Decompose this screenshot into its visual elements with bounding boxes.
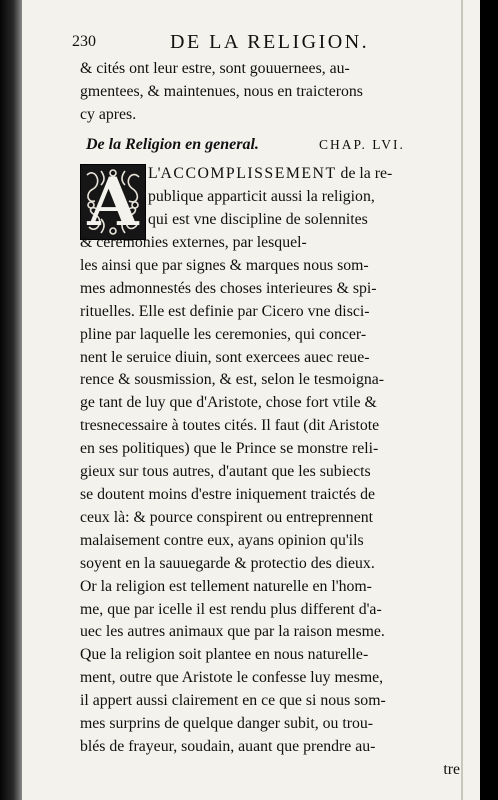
text-line: ment, outre que Aristote le confesse luy mesme, [80, 669, 384, 687]
text-line: qui est vne discipline de solennites [148, 210, 368, 228]
text-line: publique apparticit aussi la religion, [148, 187, 375, 205]
text-line: gieux sur tous autres, d'autant que les subiects [80, 463, 371, 481]
chapter-title: De la Religion en general. [86, 136, 259, 153]
text-line: nent le seruice diuin, sont exercees auec reue- [80, 348, 370, 366]
first-lines-beside-initial [148, 163, 392, 232]
decorated-initial [80, 164, 146, 240]
text-line: les ainsi que par signes & marques nous som- [80, 256, 369, 274]
text-line: gmentees, & maintenues, nous en traicterons [80, 82, 363, 100]
text-line: rence & sousmission, & est, selon le tesmoigna- [80, 371, 385, 389]
page-number: 230 [72, 33, 96, 50]
text-line: soyent en la sauuegarde & protectio des dieux. [80, 554, 375, 572]
first-line-rest: de la re- [336, 165, 393, 182]
text-line: rituelles. Elle est definie par Cicero vne disci- [80, 302, 370, 320]
book-gutter-shadow [0, 0, 22, 800]
text-line: uec les autres animaux que par la raison mesme. [80, 623, 385, 641]
text-line: ceux là: & pource conspirent ou entreprennent [80, 508, 374, 526]
text-line: cy apres. [80, 105, 137, 123]
text-line: ge tant de luy que d'Aristote, chose fort vtile & [80, 394, 377, 412]
text-line: il appert aussi clairement en ce que si nous som- [80, 692, 386, 710]
chapter-number: CHAP. LVI. [319, 137, 405, 152]
text-line: blés de frayeur, soudain, auant que prendre au- [80, 737, 376, 755]
dropcap-letter: A [87, 164, 139, 240]
text-line [148, 163, 392, 186]
intro-paragraph [80, 58, 465, 127]
text-line: pline par laquelle les ceremonies, qui concer- [80, 325, 367, 343]
text-line: mes admonnestés des choses interieures & spi- [80, 279, 377, 297]
first-line-smallcaps: ACCOMPLISSEMENT [160, 165, 337, 182]
text-line: en ses politiques) que le Prince se monstre reli- [80, 440, 379, 458]
chapter-heading [86, 136, 466, 160]
text-line: se doutent moins d'estre iniquement traictés de [80, 485, 376, 503]
text-line: tresnecessaire à toutes cités. Il faut (dit Aristote [80, 417, 380, 435]
running-title: DE LA RELIGION. [170, 31, 370, 53]
text-line: & cités ont leur estre, sont gouuernees, au- [80, 60, 350, 77]
text-line: mes surprins de quelque danger subit, ou trou- [80, 715, 374, 733]
catchword: tre [443, 760, 460, 778]
scan-right-border [480, 0, 498, 800]
text-line: me, que par icelle il est rendu plus different d'a- [80, 600, 382, 618]
text-line: Que la religion soit plantee en nous naturelle- [80, 646, 369, 664]
text-line: Or la religion est tellement naturelle en l'hom- [80, 577, 372, 595]
body-paragraph [80, 232, 465, 782]
first-line-lead: L' [148, 165, 161, 182]
text-line: & ceremonies externes, par lesquel- [80, 234, 307, 251]
running-head [72, 31, 452, 55]
text-line: malaisement contre eux, ayans opinion qu'ils [80, 531, 364, 549]
